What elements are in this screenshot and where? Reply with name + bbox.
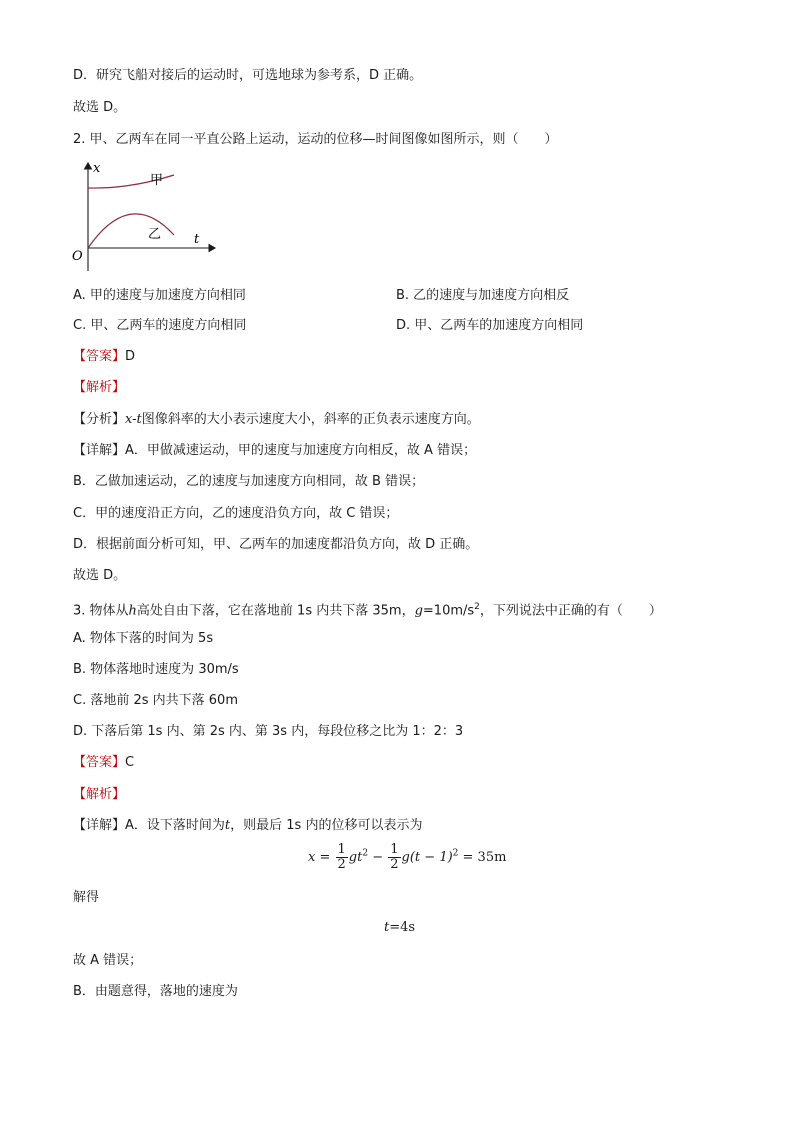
q2-fenxi-line [73,411,480,429]
answer-value: C [125,755,135,770]
eq2-t: t [384,920,390,935]
frac-den: 2 [337,857,346,872]
q2-detail-d-line: D．根据前面分析可知，甲、乙两车的加速度都沿负方向，故 D 正确。 [73,537,479,552]
eq-paren: (t − 1) [409,850,453,865]
q2-choose-line: 故选 D。 [73,568,127,583]
detail-t: t [224,818,231,833]
q3-stem [73,598,662,620]
yi-label: 乙 [148,227,162,242]
equation-t [384,920,415,935]
q3-stem-d: ，下列说法中正确的有（ ） [479,603,662,619]
q2-analysis-line [73,379,125,397]
eq-minus: − [368,850,388,865]
analysis-tag: 【解析】 [73,787,126,802]
q3-stem-h: h [128,603,137,619]
q3-stem-b: 高处自由下落，它在落地前 1s 内共下落 35m， [136,603,415,619]
answer-tag: 【答案】 [73,349,126,364]
q3-detail-b-line: B．由题意得，落地的速度为 [73,984,238,999]
q3-answer-line [73,754,134,772]
eq-lhs: x [308,850,316,865]
q3-stem-g: g [414,603,423,619]
q2-detail-a-line [73,442,476,460]
eq-sup1: 2 [362,848,369,859]
q2-option-a: A. 甲的速度与加速度方向相同 [73,288,246,303]
q3-detail-a-line [73,817,422,835]
q3-stem-c: =10m/s [422,603,475,619]
fenxi-text: 图像斜率的大小表示速度大小，斜率的正负表示速度方向。 [141,412,480,427]
eq-rhs: = 35m [458,850,507,865]
q3-option-b: B. 物体落地时速度为 30m/s [73,662,239,677]
fenxi-tag: 【分析】 [73,412,126,427]
frac-num: 1 [337,842,346,857]
answer-tag: 【答案】 [73,755,126,770]
eq-term1: gt [348,850,363,865]
eq-sup2: 2 [452,848,459,859]
q3-option-c: C. 落地前 2s 内共下落 60m [73,693,238,708]
q2-option-b: B. 乙的速度与加速度方向相反 [396,288,570,303]
analysis-tag: 【解析】 [73,380,126,395]
prev-choose-line: 故选 D。 [73,100,127,115]
frac-num: 1 [390,842,399,857]
eq2-rest: =4s [389,920,416,935]
detail-tag: 【详解】 [73,443,126,458]
q3-a-wrong-line: 故 A 错误； [73,953,143,968]
q3-option-d: D. 下落后第 1s 内、第 2s 内、第 3s 内，每段位移之比为 1：2：3 [73,724,464,739]
q2-detail-b-line: B．乙做加速运动，乙的速度与加速度方向相同，故 B 错误； [73,474,425,489]
eq-term2: g [401,850,410,865]
q3-analysis-line [73,786,125,804]
detail-a: A．甲做减速运动，甲的速度与加速度方向相反，故 A 错误； [125,443,477,458]
detail-tag: 【详解】 [73,818,126,833]
eq-frac-2 [388,843,400,872]
q2-stem: 2. 甲、乙两车在同一平直公路上运动，运动的位移—时间图像如图所示，则（ ） [73,132,558,147]
detail-a-post: ，则最后 1s 内的位移可以表示为 [230,818,423,833]
q3-stem-a: 3. 物体从 [73,603,129,619]
eq-frac-1 [336,843,348,872]
q3-jiede-line: 解得 [73,890,100,905]
q2-option-c: C. 甲、乙两车的速度方向相同 [73,318,247,333]
prev-d-line: D．研究飞船对接后的运动时，可选地球为参考系，D 正确。 [73,68,423,83]
jia-label: 甲 [150,173,164,188]
q2-xt-graph [68,157,218,275]
t-axis-label: t [194,232,200,247]
curve-yi [88,214,174,248]
eq-equals: = [315,850,335,865]
frac-den: 2 [390,857,399,872]
x-axis-label: x [93,161,101,176]
q2-option-d: D. 甲、乙两车的加速度方向相同 [396,318,584,333]
fenxi-var: x-t [125,412,142,427]
q3-stem-sup: 2 [474,602,480,612]
answer-value: D [125,349,136,364]
q2-answer-line [73,348,135,366]
equation-x [308,843,506,872]
q2-detail-c-line: C．甲的速度沿正方向，乙的速度沿负方向，故 C 错误； [73,506,399,521]
q3-option-a: A. 物体下落的时间为 5s [73,631,214,646]
origin-label: O [72,249,83,264]
detail-a-pre: A．设下落时间为 [125,818,225,833]
